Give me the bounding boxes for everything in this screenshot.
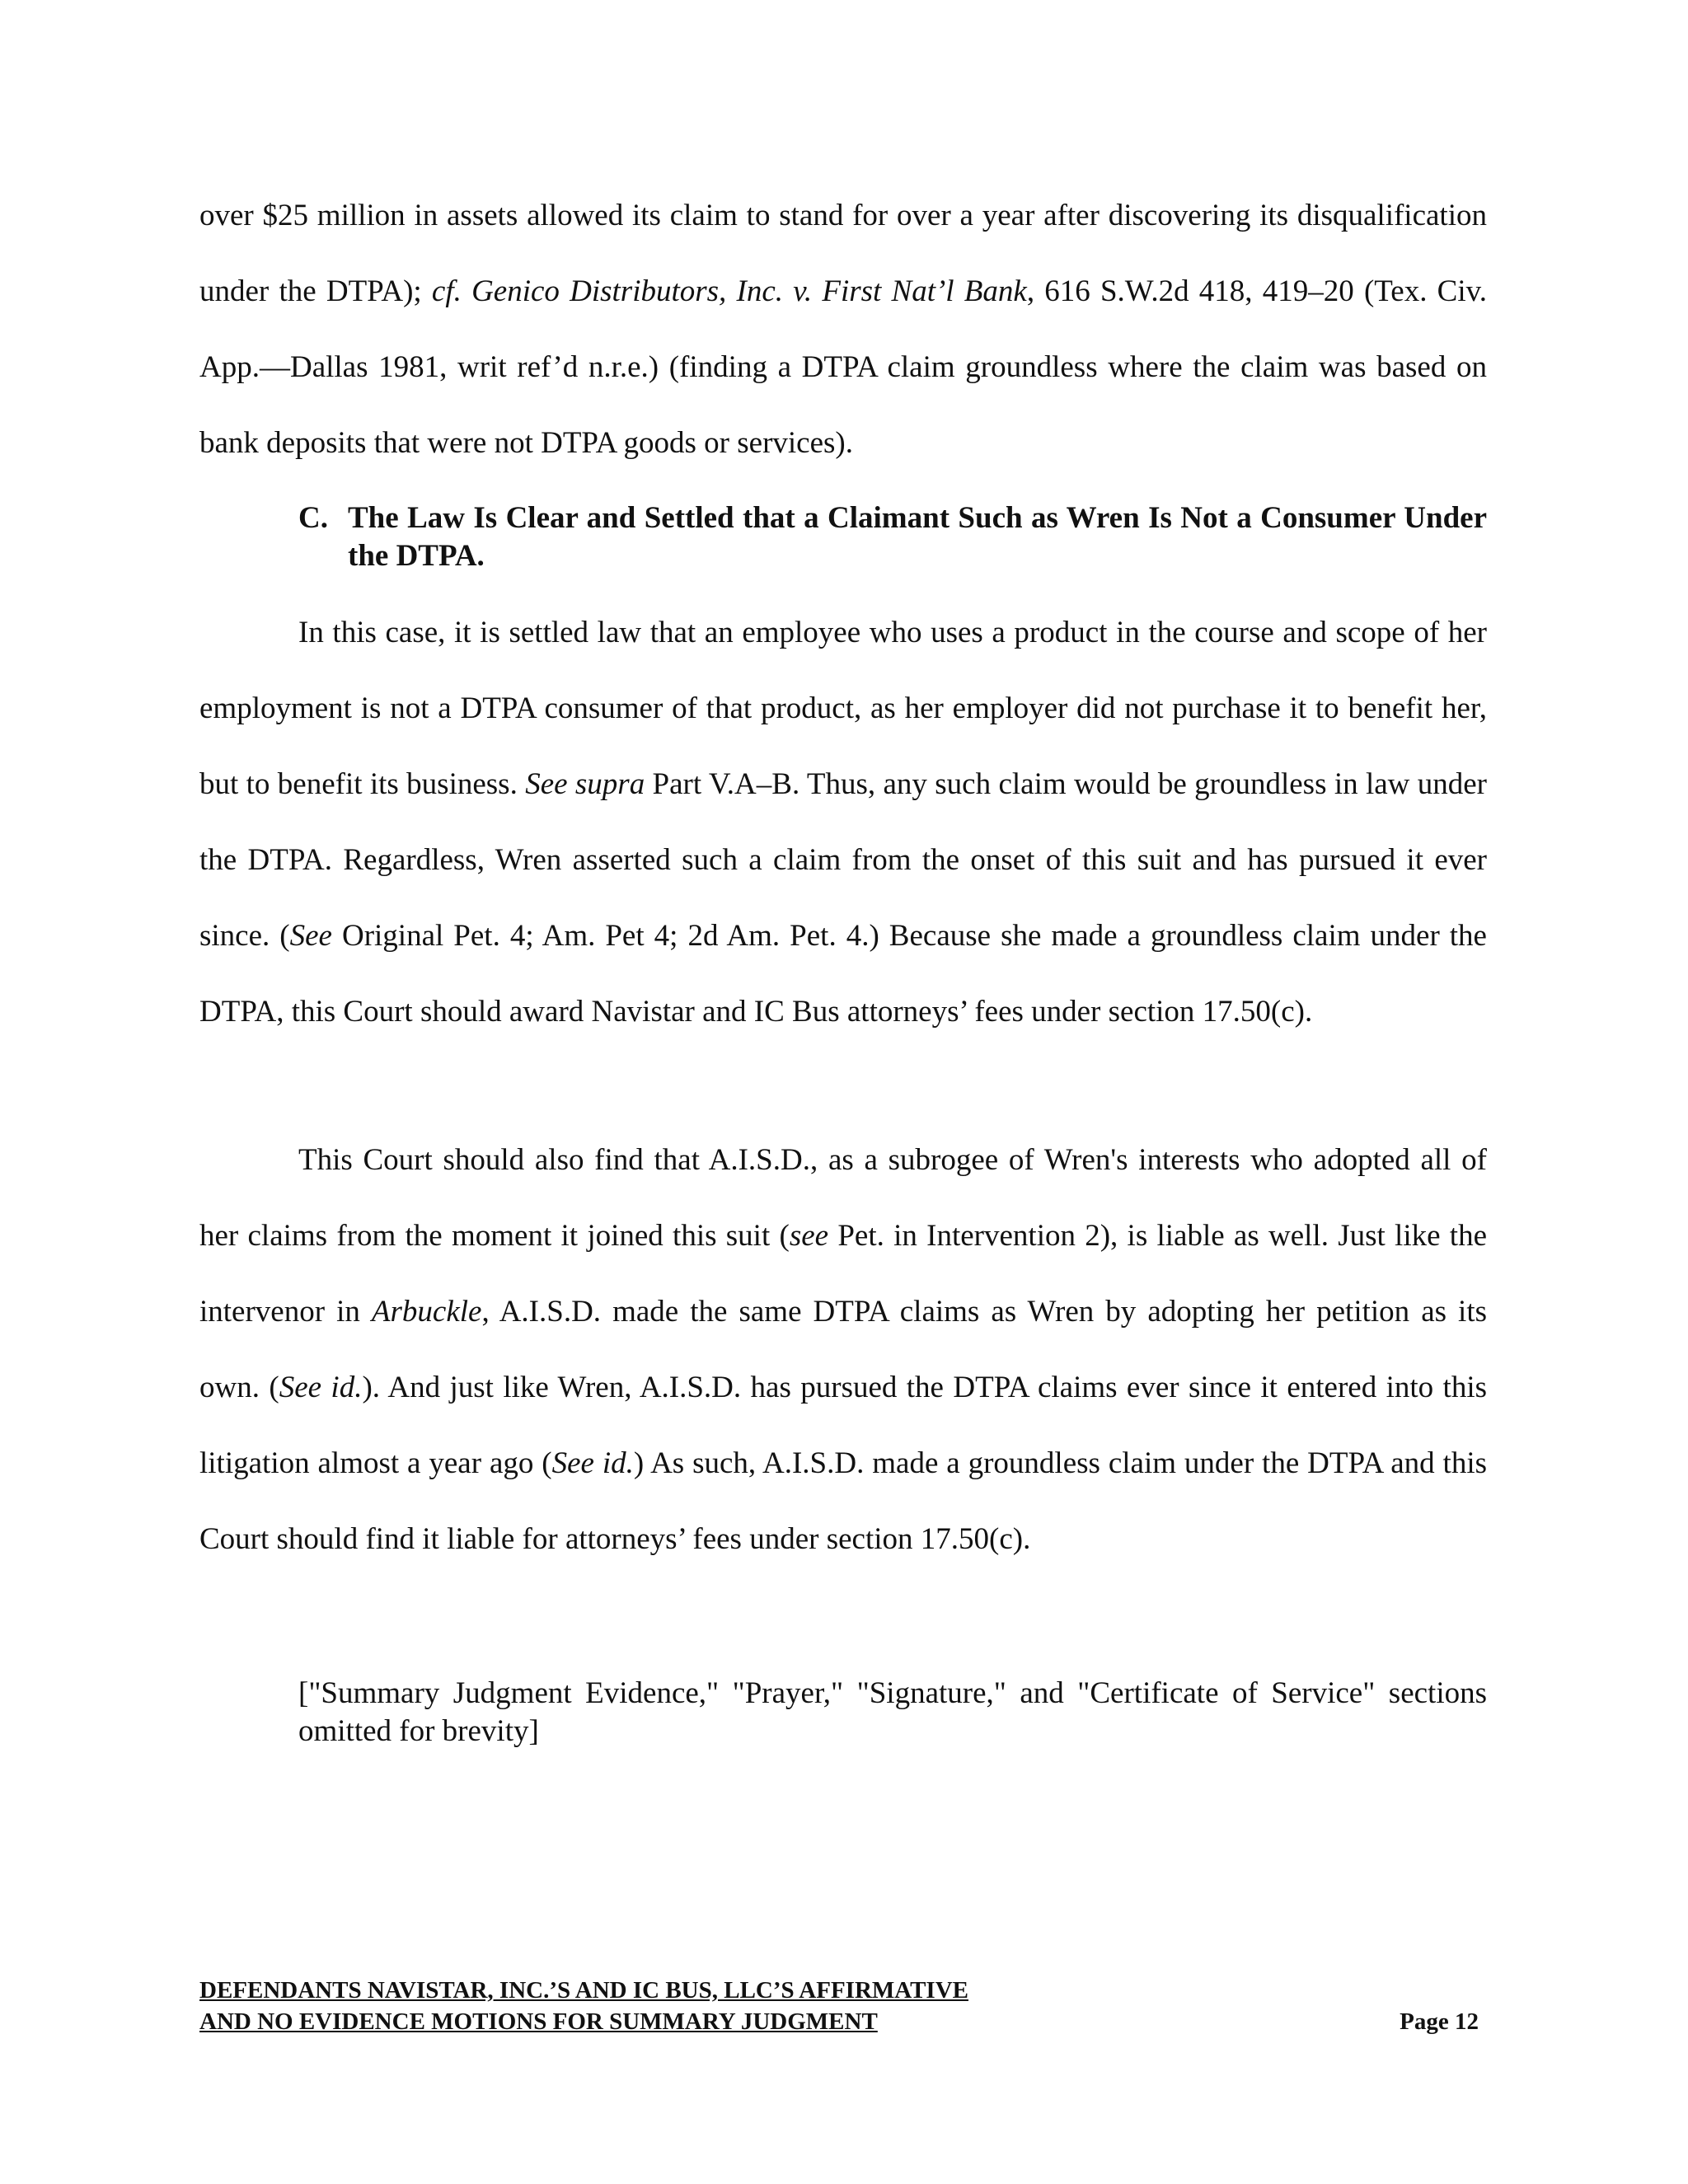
paragraph-settled-law [199, 595, 1487, 1050]
paragraph-text: This Court should also find that A.I.S.D., as a subrogee of Wren's interests who adopted all of her claims from the moment it joined this suit ( [199, 1143, 1487, 1253]
section-heading-label: C. [298, 501, 328, 535]
paragraph-text: Part V.A–B. Thus, any such claim would be groundless in law under the DTPA. Regardless, Wren asserted such a claim from the onset of this suit and has pursued it ever since. ( [199, 767, 1487, 953]
case-name: Arbuckle [371, 1295, 482, 1329]
paragraph-text: , 616 S.W.2d 418, 419–20 (Tex. Civ. App.—Dallas 1981, writ ref’d n.r.e.) (finding a DTPA claim groundless where the claim was based on bank deposits that were not DTPA goods or services). [199, 274, 1487, 460]
paragraph-text: ) As such, A.I.S.D. made a groundless claim under the DTPA and this Court should find it liable for attorneys’ fees under section 17.50(c). [199, 1446, 1488, 1556]
paragraph-aisd-liability [199, 1122, 1487, 1577]
citation-signal: See [289, 919, 332, 953]
paragraph-text: ). And just like Wren, A.I.S.D. has pursued the DTPA claims ever since it entered into this litigation almost a year ago ( [199, 1371, 1487, 1480]
section-heading [298, 499, 1487, 575]
paragraph-continuation [199, 178, 1487, 481]
citation-signal: See supra [525, 767, 645, 801]
page-footer [199, 1975, 1487, 2037]
paragraph-text: Pet. in Intervention 2), is liable as well. Just like the intervenor in [199, 1219, 1487, 1329]
case-citation: cf. Genico Distributors, Inc. v. First Nat’l Bank [431, 274, 1027, 308]
citation-signal: See id. [279, 1371, 363, 1404]
page-number: Page 12 [1400, 2008, 1479, 2035]
citation-signal: see [789, 1219, 829, 1253]
footer-title-line-1: DEFENDANTS NAVISTAR, INC.’S AND IC BUS, LLC’S AFFIRMATIVE [199, 1977, 968, 2004]
paragraph-text: over $25 million in assets allowed its claim to stand for over a year after discovering its disqualification under the DTPA); [199, 199, 1487, 308]
paragraph-text: , A.I.S.D. made the same DTPA claims as Wren by adopting her petition as its own. ( [199, 1295, 1488, 1404]
section-heading-text: The Law Is Clear and Settled that a Claimant Such as Wren Is Not a Consumer Under the DTPA. [348, 501, 1487, 573]
citation-signal: See id. [551, 1446, 634, 1480]
paragraph-text: In this case, it is settled law that an employee who uses a product in the course and scope of her employment is not a DTPA consumer of that product, as her employer did not purchase it to benefit her, but to benefit its business. [199, 616, 1487, 801]
omitted-sections-note: ["Summary Judgment Evidence," "Prayer," "Signature," and "Certificate of Service" sections omitted for brevity] [298, 1676, 1487, 1748]
footer-title-line-2: AND NO EVIDENCE MOTIONS FOR SUMMARY JUDGMENT [199, 2008, 878, 2035]
paragraph-text: Original Pet. 4; Am. Pet 4; 2d Am. Pet. 4.) Because she made a groundless claim under the DTPA, this Court should award Navistar and IC Bus attorneys’ fees under section 17.50(c). [199, 919, 1487, 1029]
